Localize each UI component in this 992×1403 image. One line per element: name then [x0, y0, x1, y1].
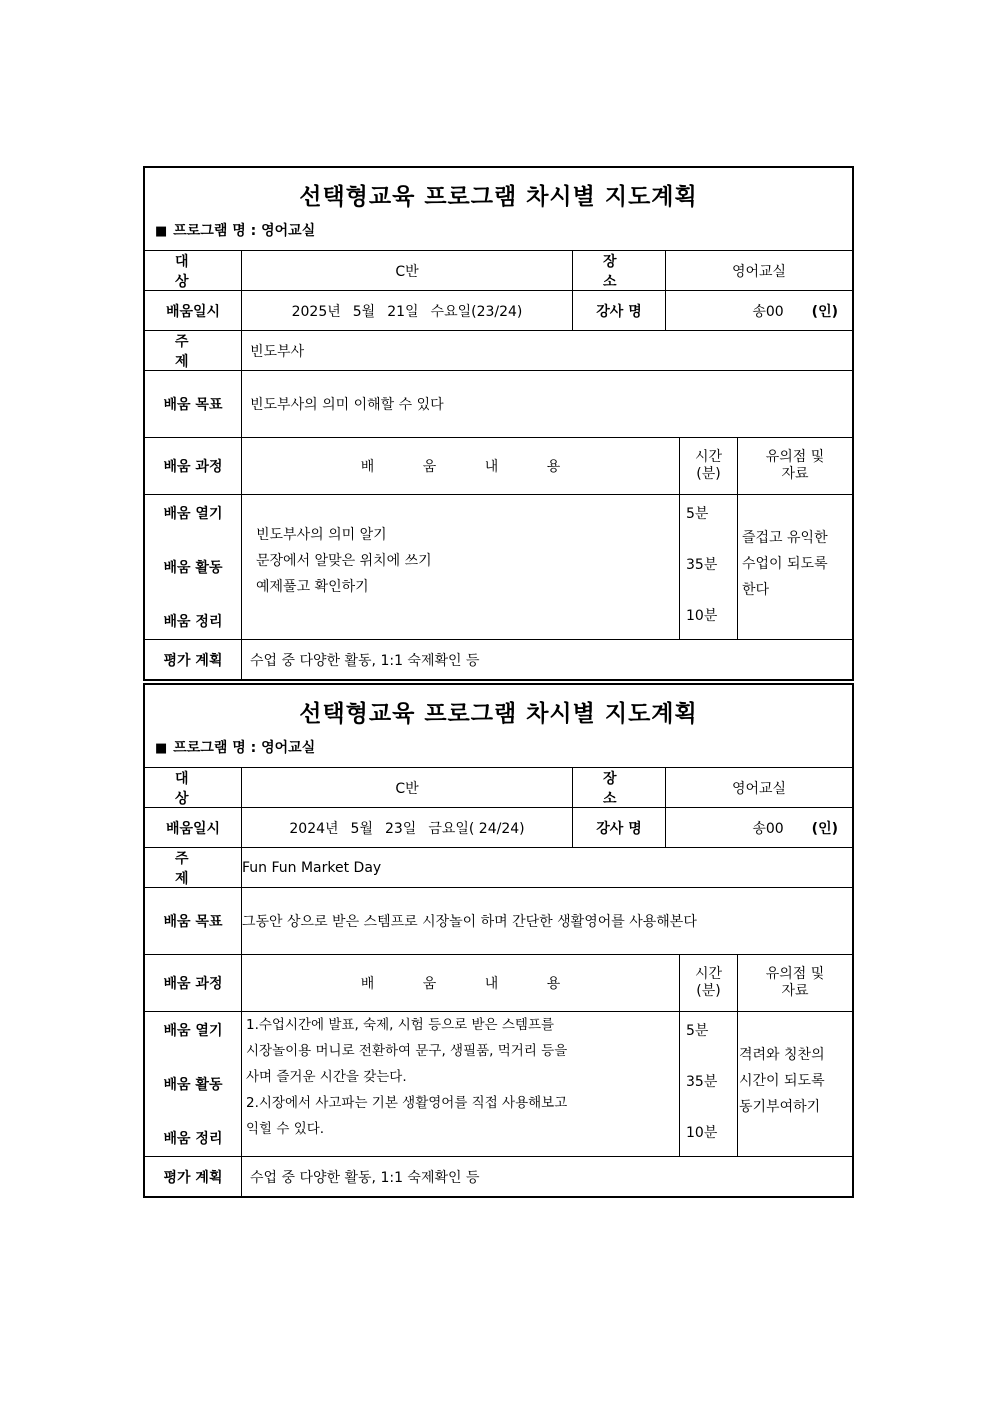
content-line: 시장놀이용 머니로 전환하여 문구, 생필품, 먹거리 등을	[246, 1043, 568, 1059]
note-body	[738, 495, 852, 639]
square-bullet-icon: ■	[155, 224, 168, 239]
step-close: 배움 정리	[163, 614, 223, 630]
program-name: ■ 프로그램 명 : 영어교실	[155, 740, 316, 756]
target-row	[145, 251, 852, 291]
note-header: 유의점 및 자료	[765, 966, 825, 999]
step-close: 배움 정리	[163, 1131, 223, 1147]
teacher-label: 강사 명	[573, 291, 666, 330]
eval-label: 평가 계획	[145, 1157, 242, 1196]
target-value: C반	[242, 251, 573, 290]
topic-label: 주 제	[145, 848, 242, 887]
process-label: 배움 과정	[145, 438, 242, 494]
date-label: 배움일시	[145, 291, 242, 330]
content-line: 익힐 수 있다.	[246, 1121, 325, 1137]
eval-value: 수업 중 다양한 활동, 1:1 숙제확인 등	[250, 1169, 480, 1186]
place-value: 영어교실	[731, 780, 787, 797]
teacher-label: 강사 명	[573, 808, 666, 847]
content-body	[242, 1012, 680, 1156]
process-row	[145, 495, 852, 640]
time-values	[680, 1012, 738, 1156]
content-line: 1.수업시간에 발표, 숙제, 시험 등으로 받은 스템프를	[246, 1017, 555, 1033]
eval-row	[145, 1157, 852, 1196]
goal-label: 배움 목표	[145, 371, 242, 437]
content-header: 배 움 내 용	[242, 955, 680, 1011]
time-open: 5분	[686, 506, 709, 522]
note-body	[738, 1012, 852, 1156]
content-line: 문장에서 알맞은 위치에 쓰기	[256, 553, 432, 569]
topic-row	[145, 331, 852, 371]
square-bullet-icon: ■	[155, 741, 168, 756]
target-row	[145, 768, 852, 808]
teacher-value: 송00 (인)	[752, 303, 838, 320]
time-activity: 35분	[686, 1074, 718, 1090]
time-close: 10분	[686, 608, 718, 624]
date-row	[145, 808, 852, 848]
lesson-plan-2	[143, 683, 854, 1198]
plan-header	[145, 168, 852, 251]
place-value: 영어교실	[731, 263, 787, 280]
note-line: 즐겁고 유익한	[742, 530, 828, 546]
content-line: 사며 즐거운 시간을 갖는다.	[246, 1069, 407, 1085]
note-line: 수업이 되도록	[742, 556, 828, 572]
target-label: 대 상	[145, 251, 242, 290]
eval-value: 수업 중 다양한 활동, 1:1 숙제확인 등	[250, 652, 480, 669]
content-line: 빈도부사의 의미 알기	[256, 527, 387, 543]
process-header-row	[145, 438, 852, 495]
content-line: 2.시장에서 사고파는 기본 생활영어를 직접 사용해보고	[246, 1095, 568, 1111]
place-label: 장 소	[573, 768, 666, 807]
process-label: 배움 과정	[145, 955, 242, 1011]
content-line: 예제풀고 확인하기	[256, 579, 369, 595]
target-label: 대 상	[145, 768, 242, 807]
eval-row	[145, 640, 852, 679]
step-activity: 배움 활동	[163, 1077, 223, 1093]
date-row	[145, 291, 852, 331]
note-header: 유의점 및 자료	[765, 449, 825, 482]
topic-row	[145, 848, 852, 888]
note-line: 동기부여하기	[739, 1099, 821, 1115]
topic-value: Fun Fun Market Day	[242, 859, 382, 876]
date-value: 2025년 5월 21일 수요일(23/24)	[242, 291, 573, 330]
time-header: 시간 (분)	[680, 438, 738, 494]
goal-value: 빈도부사의 의미 이해할 수 있다	[250, 397, 444, 413]
eval-label: 평가 계획	[145, 640, 242, 679]
goal-label: 배움 목표	[145, 888, 242, 954]
target-value: C반	[242, 768, 573, 807]
place-label: 장 소	[573, 251, 666, 290]
process-header-row	[145, 955, 852, 1012]
time-open: 5분	[686, 1023, 709, 1039]
time-activity: 35분	[686, 557, 718, 573]
step-activity: 배움 활동	[163, 560, 223, 576]
note-line: 시간이 되도록	[739, 1073, 825, 1089]
program-name: ■ 프로그램 명 : 영어교실	[155, 223, 316, 239]
process-steps	[145, 1012, 242, 1156]
plan-header	[145, 685, 852, 768]
note-line: 한다	[742, 582, 770, 598]
time-header: 시간 (분)	[680, 955, 738, 1011]
topic-label: 주 제	[145, 331, 242, 370]
process-steps	[145, 495, 242, 639]
step-open: 배움 열기	[163, 506, 223, 522]
goal-row	[145, 888, 852, 955]
date-label: 배움일시	[145, 808, 242, 847]
step-open: 배움 열기	[163, 1023, 223, 1039]
goal-value: 그동안 상으로 받은 스템프로 시장놀이 하며 간단한 생활영어를 사용해본다	[242, 914, 697, 930]
time-values	[680, 495, 738, 639]
note-line: 격려와 칭찬의	[739, 1047, 825, 1063]
process-row	[145, 1012, 852, 1157]
topic-value: 빈도부사	[250, 343, 305, 360]
date-value: 2024년 5월 23일 금요일( 24/24)	[242, 808, 573, 847]
goal-row	[145, 371, 852, 438]
teacher-value: 송00 (인)	[752, 820, 838, 837]
content-body	[242, 495, 680, 639]
content-header: 배 움 내 용	[242, 438, 680, 494]
plan-title: 선택형교육 프로그램 차시별 지도계획	[299, 183, 698, 210]
time-close: 10분	[686, 1125, 718, 1141]
lesson-plan-1	[143, 166, 854, 681]
plan-title: 선택형교육 프로그램 차시별 지도계획	[299, 700, 698, 727]
